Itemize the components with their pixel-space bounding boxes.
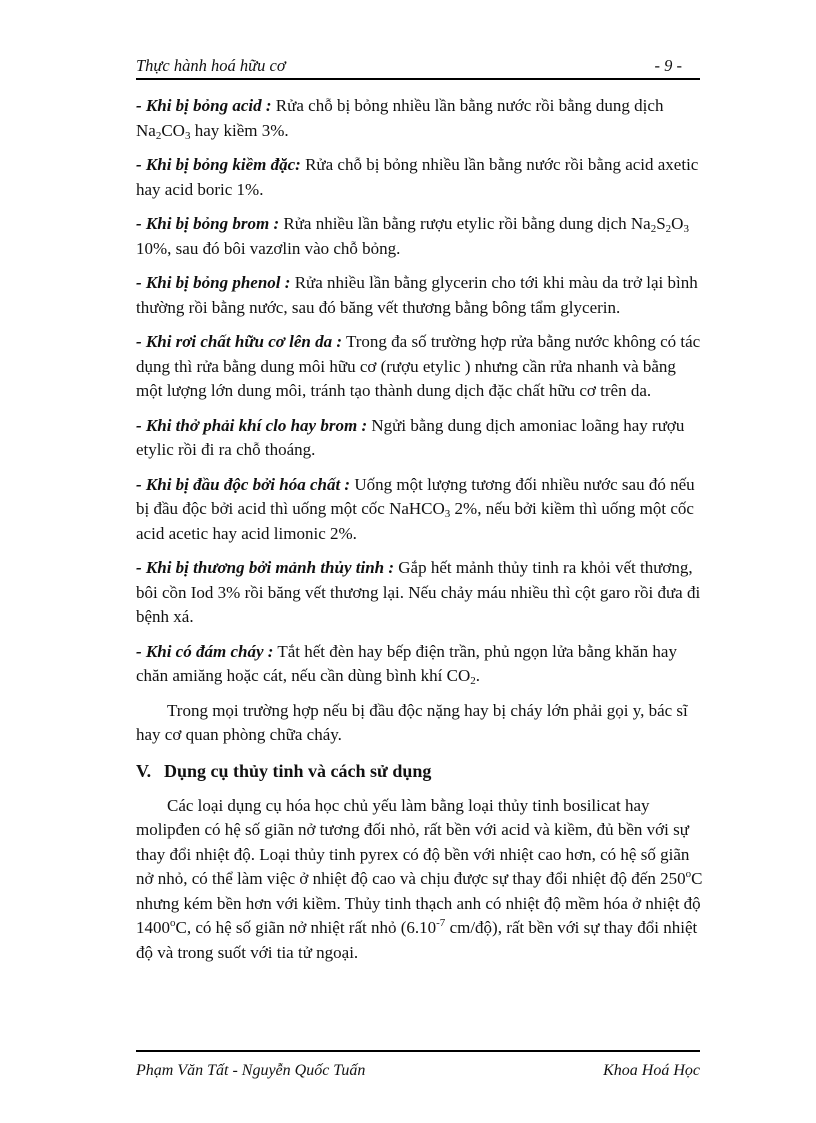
paragraph-text: cm/độ), rất bền với sự thay đổi nhiệt độ và trong suốt với tia tử ngoại. xyxy=(136,918,698,962)
page-number: - 9 - xyxy=(654,56,682,75)
item-text: Tắt hết đèn hay bếp điện trần, phủ ngọn lửa bằng khăn hay chăn amiăng hoặc cát, nếu cần dùng bình khí CO xyxy=(136,641,677,685)
paragraph-text: C nhưng kém bền hơn với kiềm. Thủy tinh thạch anh có nhiệt độ mềm hóa ở nhiệt độ 1400 xyxy=(136,869,703,937)
item-text: . xyxy=(475,666,480,685)
subscript: 3 xyxy=(184,129,191,142)
safety-item-phenol-burn xyxy=(136,271,706,320)
subscript: 2 xyxy=(665,223,672,235)
item-text: Uống một lượng tương đối nhiều nước sau đó nếu bị đầu độc bởi acid thì uống một cốc NaHCO xyxy=(136,474,695,518)
safety-item-inhaled-gas xyxy=(136,414,706,463)
item-text: Rửa chỗ bị bỏng nhiều lần bằng nước rồi bằng dung dịch Na xyxy=(136,96,664,140)
footer-authors: Phạm Văn Tất - Nguyễn Quốc Tuấn xyxy=(136,1062,366,1079)
page-footer xyxy=(136,1050,700,1080)
safety-item-glass-cut xyxy=(136,556,706,630)
item-term: - Khi bị thương bởi mảnh thủy tinh : xyxy=(136,558,395,577)
safety-item-alkali-burn xyxy=(136,153,706,202)
safety-item-organic-on-skin xyxy=(136,330,706,404)
item-text: Rửa chỗ bị bỏng nhiều lần bằng nước rồi bằng acid axetic hay acid boric 1%. xyxy=(136,155,699,199)
subscript: 3 xyxy=(683,223,689,235)
item-text: O xyxy=(671,214,684,233)
item-term: - Khi bị bỏng brom : xyxy=(136,214,280,233)
safety-item-acid-burn xyxy=(136,94,706,143)
subscript: 2 xyxy=(650,223,657,235)
section-paragraph xyxy=(136,794,706,966)
item-term: - Khi có đám cháy : xyxy=(136,641,274,661)
subscript: 2 xyxy=(155,129,162,142)
item-text: Trong đa số trường hợp rửa bằng nước không có tác dụng thì rửa bằng dung môi hữu cơ (rượu etylic ) nhưng cần rửa nhanh và bằng một lượng lớn dung môi, tránh tạo thành dung dịch đặc chất hữu cơ trên da. xyxy=(136,332,701,400)
superscript: -7 xyxy=(436,917,446,929)
item-term: - Khi bị bỏng kiềm đặc: xyxy=(136,155,301,174)
item-term: - Khi bị bỏng phenol : xyxy=(136,273,291,292)
safety-item-bromine-burn xyxy=(136,212,706,261)
safety-item-poisoning xyxy=(136,473,706,547)
page-header xyxy=(136,56,700,80)
header-title: Thực hành hoá hữu cơ xyxy=(136,56,286,75)
section-title: Dụng cụ thủy tinh và cách sử dụng xyxy=(164,760,432,781)
subscript: 2 xyxy=(470,675,476,687)
item-text: 10%, sau đó bôi vazơlin vào chỗ bỏng. xyxy=(136,238,401,258)
item-term: - Khi bị bỏng acid : xyxy=(136,96,272,115)
safety-item-fire xyxy=(136,640,706,689)
section-heading xyxy=(136,758,706,784)
page-content xyxy=(136,94,706,975)
item-text: Gắp hết mảnh thủy tinh ra khỏi vết thương, bôi cồn Iod 3% rồi băng vết thương lại. Nếu chảy máu nhiều thì cột garo rồi đưa đi bệnh xá. xyxy=(136,558,701,626)
item-term: - Khi rơi chất hữu cơ lên da : xyxy=(136,332,343,351)
item-text: S xyxy=(656,214,666,233)
item-term: - Khi thở phải khí clo hay brom : xyxy=(136,415,368,435)
superscript: o xyxy=(685,868,692,880)
item-text: Rửa nhiều lần bằng rượu etylic rồi bằng dung dịch Na xyxy=(279,214,651,233)
paragraph-text: Các loại dụng cụ hóa học chủ yếu làm bằng loại thủy tinh bosilicat hay molipđen có hệ số giãn nở tương đối nhỏ, rất bền với acid và kiềm, đủ bền với sự thay đổi nhiệt độ. Loại thủy tinh pyrex có độ bền với nhiệt cao hơn, có hệ số giãn nở nhỏ, có thể làm việc ở nhiệt độ cao và chịu được sự thay đổi nhiệt độ đến 250 xyxy=(136,795,690,888)
item-text: Ngửi bằng dung dịch amoniac loãng hay rượu etylic rồi đi ra chỗ thoáng. xyxy=(136,415,685,459)
section-number: V. xyxy=(136,760,152,781)
item-text: CO xyxy=(161,120,185,140)
footer-department: Khoa Hoá Học xyxy=(603,1062,700,1079)
item-text: hay kiềm 3%. xyxy=(190,120,289,140)
subscript: 3 xyxy=(444,508,451,520)
item-text: Rửa nhiều lần bằng glycerin cho tới khi màu da trở lại bình thường rồi bằng nước, sau đó băng vết thương bằng bông tẩm glycerin. xyxy=(136,273,698,317)
superscript: o xyxy=(170,917,176,929)
summary-paragraph: Trong mọi trường hợp nếu bị đầu độc nặng hay bị cháy lớn phải gọi y, bác sĩ hay cơ quan phòng chữa cháy. xyxy=(136,700,688,744)
item-text: 2%, nếu bởi kiềm thì uống một cốc acid acetic hay acid limonic 2%. xyxy=(136,499,694,543)
item-term: - Khi bị đầu độc bởi hóa chất : xyxy=(136,474,351,494)
paragraph-text: C, có hệ số giãn nở nhiệt rất nhỏ (6.10 xyxy=(175,918,437,937)
